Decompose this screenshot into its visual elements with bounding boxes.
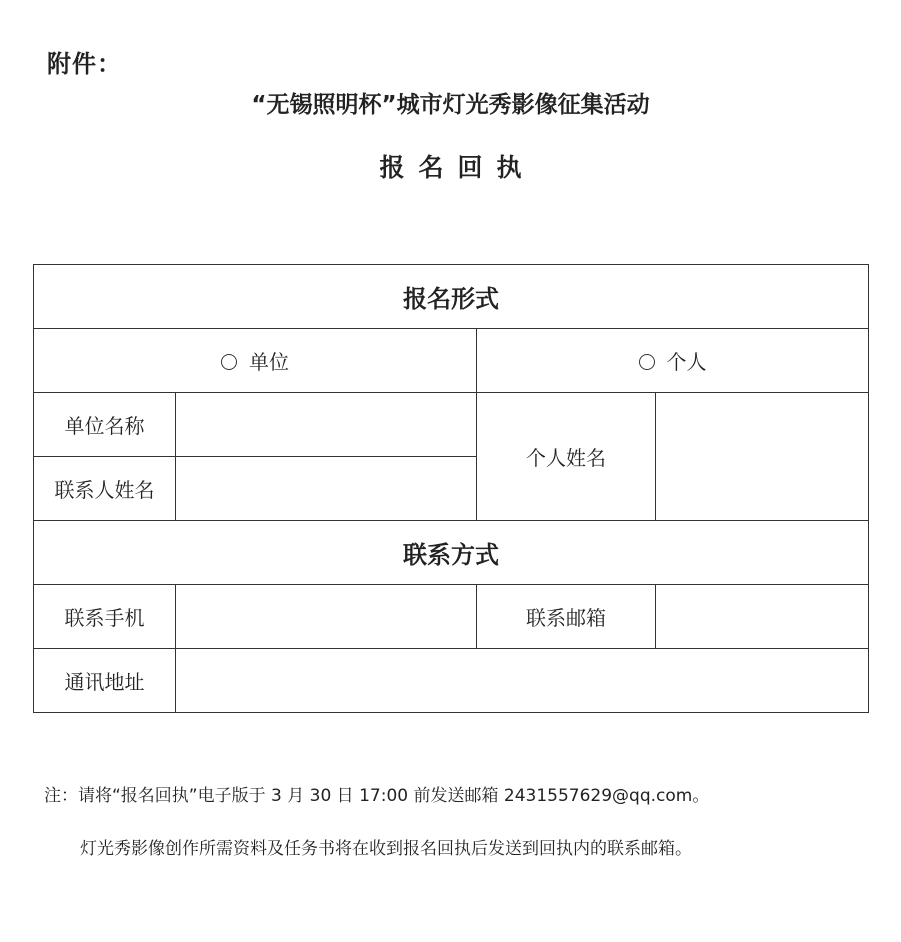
address-label: 通讯地址 <box>34 649 176 713</box>
section-registration-type: 报名形式 <box>34 265 869 329</box>
radio-circle-icon[interactable] <box>221 354 237 370</box>
contact-name-label: 联系人姓名 <box>34 457 176 521</box>
form-subtitle: 报名回执 <box>379 153 536 182</box>
radio-circle-icon[interactable] <box>639 354 655 370</box>
option-individual[interactable] <box>477 329 869 393</box>
unit-name-label: 单位名称 <box>34 393 176 457</box>
section-contact-info: 联系方式 <box>34 521 869 585</box>
address-field[interactable] <box>176 649 869 713</box>
note-line-2: 灯光秀影像创作所需资料及任务书将在收到报名回执后发送到回执内的联系邮箱。 <box>80 839 692 859</box>
option-unit-label: 单位 <box>249 350 289 374</box>
individual-name-label: 个人姓名 <box>477 393 656 521</box>
unit-name-field[interactable] <box>176 393 477 457</box>
mobile-field[interactable] <box>176 585 477 649</box>
option-unit[interactable] <box>34 329 477 393</box>
email-field[interactable] <box>656 585 869 649</box>
attachment-label: 附件： <box>47 50 122 78</box>
individual-name-field[interactable] <box>656 393 869 521</box>
contact-name-field[interactable] <box>176 457 477 521</box>
option-individual-label: 个人 <box>666 350 707 374</box>
email-label: 联系邮箱 <box>477 585 656 649</box>
registration-form-table <box>33 264 869 713</box>
note-line-1: 注：请将“报名回执”电子版于 3 月 30 日 17:00 前发送邮箱 2431557629@qq.com。 <box>44 786 710 806</box>
mobile-label: 联系手机 <box>34 585 176 649</box>
page-title: “无锡照明杯”城市灯光秀影像征集活动 <box>251 92 650 118</box>
